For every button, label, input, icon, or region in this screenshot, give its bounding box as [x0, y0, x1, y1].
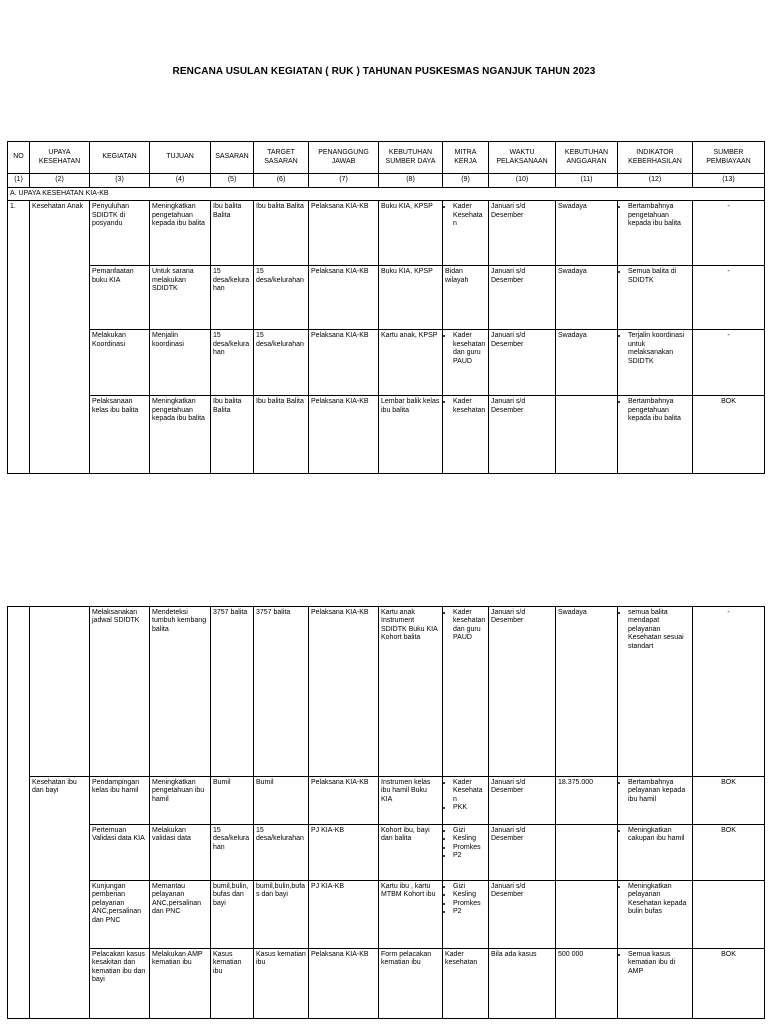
mitra-kerja-cell: Bidan wilayah — [443, 266, 489, 330]
table-row — [8, 825, 765, 881]
sumber-pembiayaan-cell: - — [693, 201, 765, 266]
column-number: (1) — [8, 174, 30, 188]
column-number: (7) — [309, 174, 379, 188]
tujuan-cell: Mendeteksi tumbuh kembang balita — [150, 607, 211, 777]
mitra-kerja-cell — [443, 396, 489, 474]
column-header: SASARAN — [211, 142, 254, 174]
ruk-table-part-1 — [7, 141, 765, 474]
indikator-cell-item: • Semua balita di SDIDTK — [628, 268, 690, 285]
penanggung-jawab-cell: Pelaksana KIA-KB — [309, 330, 379, 396]
sasaran-cell: bumil,bulin,bufas dan bayi — [211, 881, 254, 949]
tujuan-cell: Meningkatkan pengetahuan kepada ibu balita — [150, 396, 211, 474]
column-header: KEBUTUHAN ANGGARAN — [556, 142, 618, 174]
anggaran-cell — [556, 825, 618, 881]
sumber-pembiayaan-cell: - — [693, 607, 765, 777]
table-header — [8, 142, 765, 188]
target-cell: Kasus kematian ibu — [254, 949, 309, 1019]
column-number: (2) — [30, 174, 90, 188]
sumber-pembiayaan-cell: BOK — [693, 949, 765, 1019]
column-header: NO — [8, 142, 30, 174]
penanggung-jawab-cell: Pelaksana KIA-KB — [309, 201, 379, 266]
tujuan-cell: Meningkatkan pengetahuan kepada ibu balita — [150, 201, 211, 266]
table-row — [8, 266, 765, 330]
mitra-kerja-cell-item: • P2 — [453, 908, 486, 916]
waktu-cell: Januari s/d Desember — [489, 777, 556, 825]
indikator-cell-item: • Semua kasus kematian ibu di AMP — [628, 951, 690, 976]
table-row — [8, 881, 765, 949]
table-row — [8, 330, 765, 396]
target-cell: Ibu balita Balita — [254, 201, 309, 266]
sumber-pembiayaan-cell: - — [693, 266, 765, 330]
sasaran-cell: Bumil — [211, 777, 254, 825]
column-header: TUJUAN — [150, 142, 211, 174]
tujuan-cell: Memantau pelayanan ANC,persalinan dan PNC — [150, 881, 211, 949]
column-number: (4) — [150, 174, 211, 188]
mitra-kerja-cell — [443, 330, 489, 396]
column-header: PENANGGUNG JAWAB — [309, 142, 379, 174]
sumber-daya-cell: Buku KIA, KPSP — [379, 201, 443, 266]
mitra-kerja-cell-item: • Kader kesehatan dan guru PAUD — [453, 332, 486, 366]
indikator-cell — [618, 949, 693, 1019]
sasaran-cell: Ibu balita Balita — [211, 396, 254, 474]
indikator-cell-item: • semua balita mendapat pelayanan Kesehatan sesuai standart — [628, 609, 690, 651]
target-cell: Bumil — [254, 777, 309, 825]
sumber-pembiayaan-cell: BOK — [693, 777, 765, 825]
mitra-kerja-cell — [443, 607, 489, 777]
sasaran-cell: 15 desa/kelurahan — [211, 825, 254, 881]
anggaran-cell: 18.375.000 — [556, 777, 618, 825]
table-row — [8, 949, 765, 1019]
column-number: (13) — [693, 174, 765, 188]
column-header: TARGET SASARAN — [254, 142, 309, 174]
target-cell: 3757 balita — [254, 607, 309, 777]
sumber-daya-cell: Lembar balik kelas ibu balita — [379, 396, 443, 474]
indikator-cell-item: • Bertambahnya pengetahuan kepada ibu balita — [628, 203, 690, 228]
column-header: SUMBER PEMBIAYAAN — [693, 142, 765, 174]
column-header: UPAYA KESEHATAN — [30, 142, 90, 174]
mitra-kerja-cell — [443, 881, 489, 949]
column-header: WAKTU PELAKSANAAN — [489, 142, 556, 174]
tujuan-cell: Melakukan AMP kematian ibu — [150, 949, 211, 1019]
kegiatan-cell: Melaksanakan jadwal SDIDTK — [90, 607, 150, 777]
penanggung-jawab-cell: Pelaksana KIA-KB — [309, 949, 379, 1019]
mitra-kerja-cell — [443, 201, 489, 266]
mitra-kerja-cell-item: • Kesling — [453, 835, 486, 843]
column-header: MITRA KERJA — [443, 142, 489, 174]
waktu-cell: Januari s/d Desember — [489, 607, 556, 777]
mitra-kerja-cell-item: • PKK — [453, 804, 486, 812]
sumber-daya-cell: Buku KIA, KPSP — [379, 266, 443, 330]
document-title: RENCANA USULAN KEGIATAN ( RUK ) TAHUNAN PUSKESMAS NGANJUK TAHUN 2023 — [172, 66, 596, 77]
tujuan-cell: Menjalin koordinasi — [150, 330, 211, 396]
mitra-kerja-cell — [443, 777, 489, 825]
kegiatan-cell: Pemanfaatan buku KIA — [90, 266, 150, 330]
row-number-cell: 1. — [8, 201, 30, 474]
ruk-table-part-2 — [7, 606, 765, 1019]
section-heading: A. UPAYA KESEHATAN KIA-KB — [8, 188, 765, 201]
kegiatan-cell: Pelaksanaan kelas ibu balita — [90, 396, 150, 474]
waktu-cell: Januari s/d Desember — [489, 330, 556, 396]
mitra-kerja-cell-item: • Promkes — [453, 844, 486, 852]
column-number: (9) — [443, 174, 489, 188]
kegiatan-cell: Penyuluhan SDIDTK di posyandu — [90, 201, 150, 266]
sumber-pembiayaan-cell: - — [693, 330, 765, 396]
table-row — [8, 201, 765, 266]
column-header: KEBUTUHAN SUMBER DAYA — [379, 142, 443, 174]
waktu-cell: Januari s/d Desember — [489, 825, 556, 881]
table-row — [8, 396, 765, 474]
kegiatan-cell: Pendampingan kelas ibu hamil — [90, 777, 150, 825]
tujuan-cell: Untuk sarana melakukan SDIDTK — [150, 266, 211, 330]
mitra-kerja-cell-item: • Kader Kesehatan — [453, 779, 486, 804]
target-cell: bumil,bulin,bufas dan bayi — [254, 881, 309, 949]
sumber-pembiayaan-cell: BOK — [693, 396, 765, 474]
kegiatan-cell: Melakukan Koordinasi — [90, 330, 150, 396]
mitra-kerja-cell-item: • Gizi — [453, 883, 486, 891]
waktu-cell: Bila ada kasus — [489, 949, 556, 1019]
indikator-cell — [618, 201, 693, 266]
sasaran-cell: 3757 balita — [211, 607, 254, 777]
mitra-kerja-cell-item: • Kader kesehatan dan guru PAUD — [453, 609, 486, 643]
penanggung-jawab-cell: Pelaksana KIA-KB — [309, 607, 379, 777]
penanggung-jawab-cell: Pelaksana KIA-KB — [309, 777, 379, 825]
indikator-cell-item: • Meningkatkan pelayanan Kesehatan kepada bulin bufas — [628, 883, 690, 917]
mitra-kerja-cell-item: • P2 — [453, 852, 486, 860]
sasaran-cell: Kasus kematian ibu — [211, 949, 254, 1019]
target-cell: 15 desa/kelurahan — [254, 330, 309, 396]
sasaran-cell: Ibu balita Balita — [211, 201, 254, 266]
tujuan-cell: Melakukan validasi data — [150, 825, 211, 881]
mitra-kerja-cell-item: • Gizi — [453, 827, 486, 835]
sumber-daya-cell: Instrumen kelas ibu hamil Buku KIA — [379, 777, 443, 825]
waktu-cell: Januari s/d Desember — [489, 396, 556, 474]
target-cell: Ibu balita Balita — [254, 396, 309, 474]
indikator-cell-item: • Terjalin koordinasi untuk melaksanakan SDIDTK — [628, 332, 690, 366]
waktu-cell: Januari s/d Desember — [489, 266, 556, 330]
target-cell: 15 desa/kelurahan — [254, 825, 309, 881]
indikator-cell-item: • Bertambahnya pelayanan kepada ibu hamil — [628, 779, 690, 804]
indikator-cell — [618, 607, 693, 777]
sumber-daya-cell: Kartu anak Instrument SDIDTK Buku KIA Kohort balita — [379, 607, 443, 777]
indikator-cell — [618, 825, 693, 881]
sumber-pembiayaan-cell — [693, 881, 765, 949]
upaya-kesehatan-cell — [30, 607, 90, 777]
upaya-kesehatan-cell: Kesehatan ibu dan bayi — [30, 777, 90, 1019]
anggaran-cell: Swadaya — [556, 266, 618, 330]
anggaran-cell — [556, 881, 618, 949]
kegiatan-cell: Pertemuan Validasi data KIA — [90, 825, 150, 881]
penanggung-jawab-cell: Pelaksana KIA-KB — [309, 396, 379, 474]
column-number: (5) — [211, 174, 254, 188]
sumber-pembiayaan-cell: BOK — [693, 825, 765, 881]
sumber-daya-cell: Kartu anak, KPSP — [379, 330, 443, 396]
upaya-kesehatan-cell: Kesehatan Anak — [30, 201, 90, 474]
sumber-daya-cell: Form pelacakan kematian ibu — [379, 949, 443, 1019]
penanggung-jawab-cell: Pelaksana KIA-KB — [309, 266, 379, 330]
anggaran-cell: 500 000 — [556, 949, 618, 1019]
sumber-daya-cell: Kartu ibu , kartu MTBM Kohort ibu — [379, 881, 443, 949]
column-number: (8) — [379, 174, 443, 188]
indikator-cell-item: • Meningkatkan cakupan ibu hamil — [628, 827, 690, 844]
column-number: (3) — [90, 174, 150, 188]
indikator-cell — [618, 777, 693, 825]
sasaran-cell: 15 desa/kelurahan — [211, 266, 254, 330]
column-header: INDIKATOR KEBERHASILAN — [618, 142, 693, 174]
table-row — [8, 607, 765, 777]
mitra-kerja-cell-item: • Kader Kesehatan — [453, 203, 486, 228]
column-number: (12) — [618, 174, 693, 188]
target-cell: 15 desa/kelurahan — [254, 266, 309, 330]
indikator-cell-item: • Bertambahnya pengetahuan kepada ibu balita — [628, 398, 690, 423]
mitra-kerja-cell-item: • Promkes — [453, 900, 486, 908]
mitra-kerja-cell — [443, 825, 489, 881]
column-number: (10) — [489, 174, 556, 188]
indikator-cell — [618, 330, 693, 396]
indikator-cell — [618, 881, 693, 949]
waktu-cell: Januari s/d Desember — [489, 881, 556, 949]
anggaran-cell: Swadaya — [556, 330, 618, 396]
penanggung-jawab-cell: PJ KIA-KB — [309, 825, 379, 881]
mitra-kerja-cell-item: • Kesling — [453, 891, 486, 899]
column-number: (6) — [254, 174, 309, 188]
penanggung-jawab-cell: PJ KIA-KB — [309, 881, 379, 949]
waktu-cell: Januari s/d Desember — [489, 201, 556, 266]
column-header: KEGIATAN — [90, 142, 150, 174]
column-number: (11) — [556, 174, 618, 188]
indikator-cell — [618, 266, 693, 330]
kegiatan-cell: Kunjungan pemberian pelayanan ANC,persalinan dan PNC — [90, 881, 150, 949]
anggaran-cell: Swadaya — [556, 607, 618, 777]
tujuan-cell: Meningkatkan pengetahuan ibu hamil — [150, 777, 211, 825]
anggaran-cell: Swadaya — [556, 201, 618, 266]
anggaran-cell — [556, 396, 618, 474]
row-number-cell — [8, 607, 30, 1019]
sasaran-cell: 15 desa/kelurahan — [211, 330, 254, 396]
indikator-cell — [618, 396, 693, 474]
sumber-daya-cell: Kohort ibu, bayi dan balita — [379, 825, 443, 881]
table-row — [8, 777, 765, 825]
mitra-kerja-cell-item: • Kader kesehatan — [453, 398, 486, 415]
kegiatan-cell: Pelacakan kasus kesakitan dan kematian ibu dan bayi — [90, 949, 150, 1019]
mitra-kerja-cell: Kader kesehatan — [443, 949, 489, 1019]
